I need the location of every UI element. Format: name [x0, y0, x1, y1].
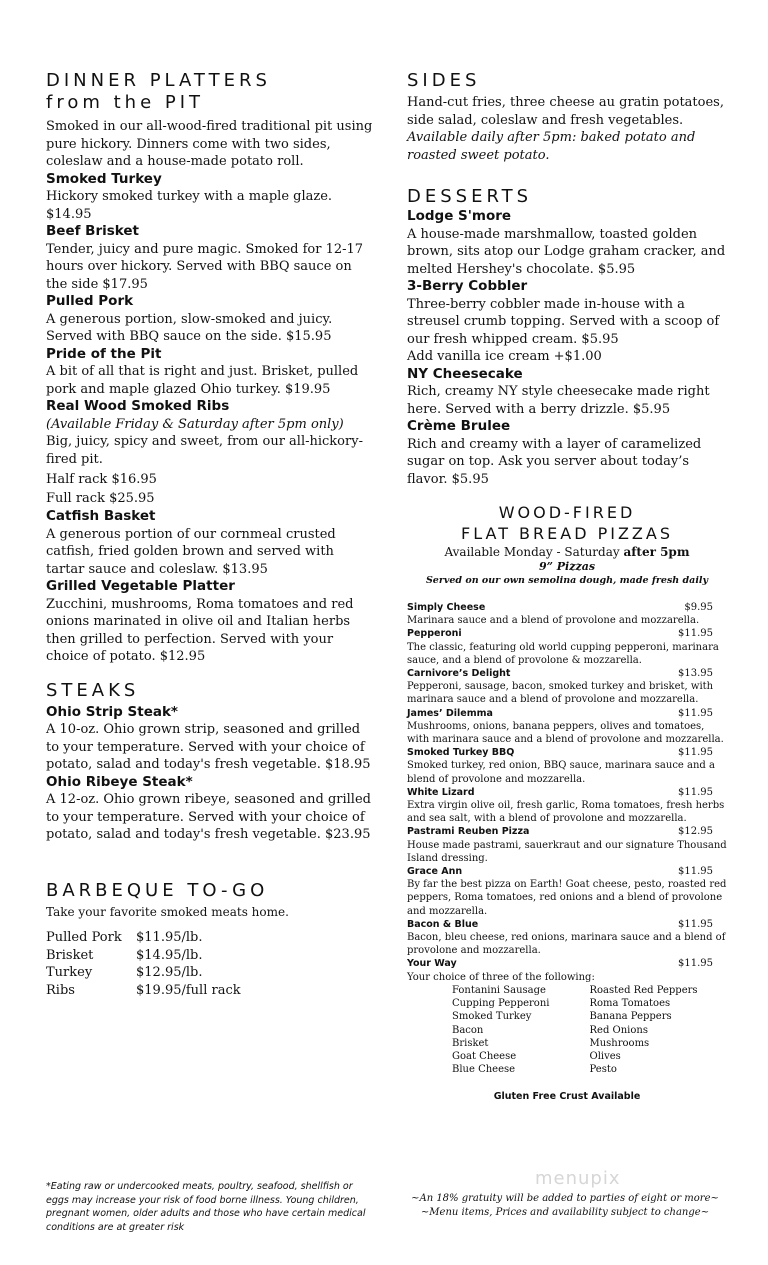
pizza-price: $11.95 [678, 707, 713, 719]
sides-title: SIDES [407, 70, 481, 91]
pizza-price: $12.95 [678, 826, 713, 838]
item-note: (Available Friday & Saturday after 5pm only) [46, 416, 344, 432]
pizza-item [407, 601, 727, 627]
item-desc: Three-berry cobbler made in-house with a streusel crumb topping. Served with a scoop of our fresh whipped cream. $5.95 [407, 296, 720, 347]
table-row [46, 964, 241, 982]
pizza-price: $11.95 [678, 866, 713, 878]
pizza-desc: Bacon, bleu cheese, red onions, marinara sauce and a blend of provolone and mozzarella. [407, 932, 726, 957]
pizza-desc: Pepperoni, sausage, bacon, smoked turkey and brisket, with marinara sauce and a blend of provolone and mozzarella. [407, 681, 714, 706]
togo-price: $12.95/lb. [136, 965, 203, 980]
pizza-item [407, 746, 727, 786]
pizza-item [407, 786, 727, 826]
pizza-price: $13.95 [678, 668, 713, 680]
table-row [46, 982, 241, 1000]
pizza-title: WOOD-FIRED [498, 503, 636, 522]
pizza-desc: Mushrooms, onions, banana peppers, olives and tomatoes, with marinara sauce and a blend of provolone and mozzarella. [407, 720, 724, 746]
pizza-desc: Extra virgin olive oil, fresh garlic, Roma tomatoes, fresh herbs and sea salt, with a blend of provolone and mozzarella. [407, 800, 725, 825]
pizza-name: James’ Dilemma [407, 707, 493, 719]
pizza-name: Carnivore’s Delight [407, 668, 511, 680]
pizza-name: Pepperoni [407, 628, 462, 640]
pizza-price: $11.95 [678, 628, 713, 640]
item-name: Beef Brisket [46, 223, 140, 239]
item-name: NY Cheesecake [407, 365, 523, 382]
item-desc: Rich, creamy NY style cheesecake made right here. Served with a berry drizzle. $5.95 [407, 384, 710, 417]
list-item: Cupping Pepperoni [452, 998, 550, 1010]
pizza-item [407, 957, 727, 983]
item-desc: A generous portion of our cornmeal crusted catfish, fried golden brown and served with tartar sauce and coleslaw. $13.95 [46, 526, 336, 577]
togo-table [46, 929, 241, 999]
menu-item [46, 704, 376, 774]
pizza-price: $11.95 [678, 918, 713, 930]
item-name: Grilled Vegetable Platter [46, 578, 235, 594]
pizza-desc: By far the best pizza on Earth! Goat cheese, pesto, roasted red peppers, Roma tomatoes, red onions and a blend of provolone and mozzarella. [407, 879, 727, 917]
pizza-desc: House made pastrami, sauerkraut and our signature Thousand Island dressing. [407, 839, 727, 864]
desserts-title: DESSERTS [407, 186, 533, 207]
pizza-list [407, 601, 727, 1104]
pizza-name: Grace Ann [407, 866, 463, 878]
pizza-name: Your Way [407, 958, 457, 970]
pizza-desc: Marinara sauce and a blend of provolone and mozzarella. [407, 615, 700, 627]
pizza-price: $9.95 [684, 602, 713, 613]
pizza-price: $11.95 [678, 786, 713, 798]
item-desc: A house-made marshmallow, toasted golden brown, sits atop our Lodge graham cracker, and melted Hershey's chocolate. $5.95 [407, 226, 726, 277]
item-name: Real Wood Smoked Ribs [46, 398, 230, 414]
food-safety-warning: *Eating raw or undercooked meats, poultry, seafood, shellfish or eggs may increase your risk of food borne illness. Young children, pregnant women, older adults and those who have certain medical conditions are at greater risk [46, 1181, 366, 1233]
item-desc: Zucchini, mushrooms, Roma tomatoes and red onions marinated in olive oil and Italian herbs then grilled to perfection. Served with your choice of potato. $12.95 [46, 596, 354, 664]
list-item: Bacon [452, 1024, 484, 1036]
togo-price: $14.95/lb. [136, 947, 203, 963]
pizza-desc: Smoked turkey, red onion, BBQ sauce, marinara sauce and a blend of provolone and mozzarella. [407, 760, 715, 785]
availability-text: Available Monday - Saturday [444, 545, 624, 559]
pizza-price: $11.95 [678, 958, 713, 970]
pizza-item [407, 707, 727, 747]
item-name: Smoked Turkey [46, 170, 162, 187]
item-desc: Hickory smoked turkey with a maple glaze. $14.95 [46, 189, 333, 222]
menu-item [46, 171, 376, 224]
pizza-item [407, 918, 727, 958]
menu-item [407, 418, 727, 488]
item-name: Ohio Strip Steak* [46, 703, 178, 720]
list-item: Banana Peppers [589, 1011, 672, 1023]
menu-item [46, 346, 376, 399]
gratuity-note: ~An 18% gratuity will be added to parties of eight or more~ [411, 1193, 719, 1204]
item-desc: Rich and creamy with a layer of caramelized sugar on top. Ask you server about today’s flavor. $5.95 [407, 436, 702, 487]
item-name: Crème Brulee [407, 418, 511, 434]
togo-item: Brisket [46, 947, 94, 963]
menu-item [407, 366, 727, 419]
toppings-right [590, 984, 728, 1076]
menu-item [46, 508, 376, 578]
togo-item: Turkey [46, 965, 93, 980]
pizza-item [407, 825, 727, 865]
pizza-item [407, 865, 727, 918]
item-desc: A bit of all that is right and just. Brisket, pulled pork and maple glazed Ohio turkey. $19.95 [46, 364, 359, 397]
togo-price: $19.95/full rack [136, 982, 241, 998]
pizza-item [407, 627, 727, 667]
item-name: Lodge S'more [407, 208, 512, 224]
pizza-name: Simply Cheese [407, 602, 486, 613]
footer-notes [400, 1192, 730, 1219]
price-full-rack: Full rack $25.95 [46, 491, 155, 506]
dinner-intro: Smoked in our all-wood-fired traditional pit using pure hickory. Dinners come with two sides, coleslaw and a house-made potato roll. [46, 119, 373, 169]
item-name: 3-Berry Cobbler [407, 278, 528, 294]
list-item: Blue Cheese [452, 1064, 516, 1076]
pizza-name: Smoked Turkey BBQ [407, 747, 515, 759]
list-item: Fontanini Sausage [452, 984, 546, 996]
togo-item: Ribs [46, 982, 75, 998]
toppings-left [452, 984, 590, 1076]
list-item: Red Onions [589, 1024, 648, 1036]
list-item: Roma Tomatoes [589, 998, 671, 1010]
gluten-free-note: Gluten Free Crust Available [493, 1091, 641, 1103]
dinner-title: DINNER PLATTERS [46, 70, 271, 91]
item-name: Catfish Basket [46, 508, 156, 524]
pizza-name: Bacon & Blue [407, 918, 479, 930]
steaks-title: STEAKS [46, 679, 140, 701]
price-half-rack: Half rack $16.95 [46, 472, 157, 487]
sides-note: Available daily after 5pm: baked potato and roasted sweet potato. [407, 130, 696, 163]
availability-time: after 5pm [623, 545, 690, 559]
togo-title: BARBEQUE TO-GO [46, 879, 269, 901]
list-item: Mushrooms [589, 1037, 650, 1049]
pizza-desc: The classic, featuring old world cupping pepperoni, marinara sauce, and a blend of provolone & mozzarella. [407, 641, 719, 666]
item-extra: Add vanilla ice cream +$1.00 [407, 349, 602, 364]
pizza-subtitle: FLAT BREAD PIZZAS [461, 524, 673, 543]
list-item: Olives [589, 1050, 621, 1062]
pizza-desc: Your choice of three of the following: [407, 971, 595, 983]
pizza-size: 9” Pizzas [538, 560, 596, 573]
pizza-availability [407, 544, 727, 560]
pizza-name: White Lizard [407, 786, 475, 798]
menu-item [46, 293, 376, 346]
watermark-logo: menupix [535, 1168, 621, 1189]
list-item: Smoked Turkey [452, 1011, 532, 1023]
menu-item-ribs [46, 398, 376, 508]
list-item: Brisket [452, 1037, 489, 1049]
togo-item: Pulled Pork [46, 930, 122, 945]
dinner-subtitle: from the PIT [46, 92, 205, 113]
item-name: Ohio Ribeye Steak* [46, 773, 193, 790]
togo-intro: Take your favorite smoked meats home. [46, 904, 289, 919]
left-column [46, 70, 376, 999]
menu-item [407, 208, 727, 278]
item-desc: A 10-oz. Ohio grown strip, seasoned and grilled to your temperature. Served with your choice of potato, salad and today's fresh vegetable. $18.95 [46, 722, 371, 772]
right-column [407, 70, 727, 1104]
menu-item [46, 578, 376, 666]
pizza-dough: Served on our own semolina dough, made fresh daily [425, 575, 709, 586]
togo-price: $11.95/lb. [136, 930, 203, 945]
item-desc: A 12-oz. Ohio grown ribeye, seasoned and grilled to your temperature. Served with your choice of potato, salad and today's fresh vegetable. $23.95 [46, 792, 371, 842]
toppings-list [407, 984, 727, 1076]
list-item: Goat Cheese [452, 1050, 517, 1062]
item-desc: A generous portion, slow-smoked and juicy. Served with BBQ sauce on the side. $15.95 [46, 311, 333, 344]
change-note: ~Menu items, Prices and availability subject to change~ [420, 1206, 710, 1218]
pizza-name: Pastrami Reuben Pizza [407, 826, 530, 838]
item-desc: Big, juicy, spicy and sweet, from our all-hickory-fired pit. [46, 434, 363, 467]
table-row [46, 929, 241, 947]
table-row [46, 947, 241, 965]
menu-item [407, 278, 727, 366]
item-name: Pride of the Pit [46, 345, 162, 362]
menu-item [46, 223, 376, 293]
list-item: Roasted Red Peppers [589, 984, 698, 996]
pizza-price: $11.95 [678, 747, 713, 759]
item-name: Pulled Pork [46, 293, 134, 309]
list-item: Pesto [589, 1064, 617, 1076]
item-desc: Tender, juicy and pure magic. Smoked for 12-17 hours over hickory. Served with BBQ sauce on the side $17.95 [46, 241, 364, 292]
sides-desc: Hand-cut fries, three cheese au gratin potatoes, side salad, coleslaw and fresh vegetables. [407, 95, 724, 128]
pizza-item [407, 667, 727, 707]
menu-item [46, 774, 376, 844]
